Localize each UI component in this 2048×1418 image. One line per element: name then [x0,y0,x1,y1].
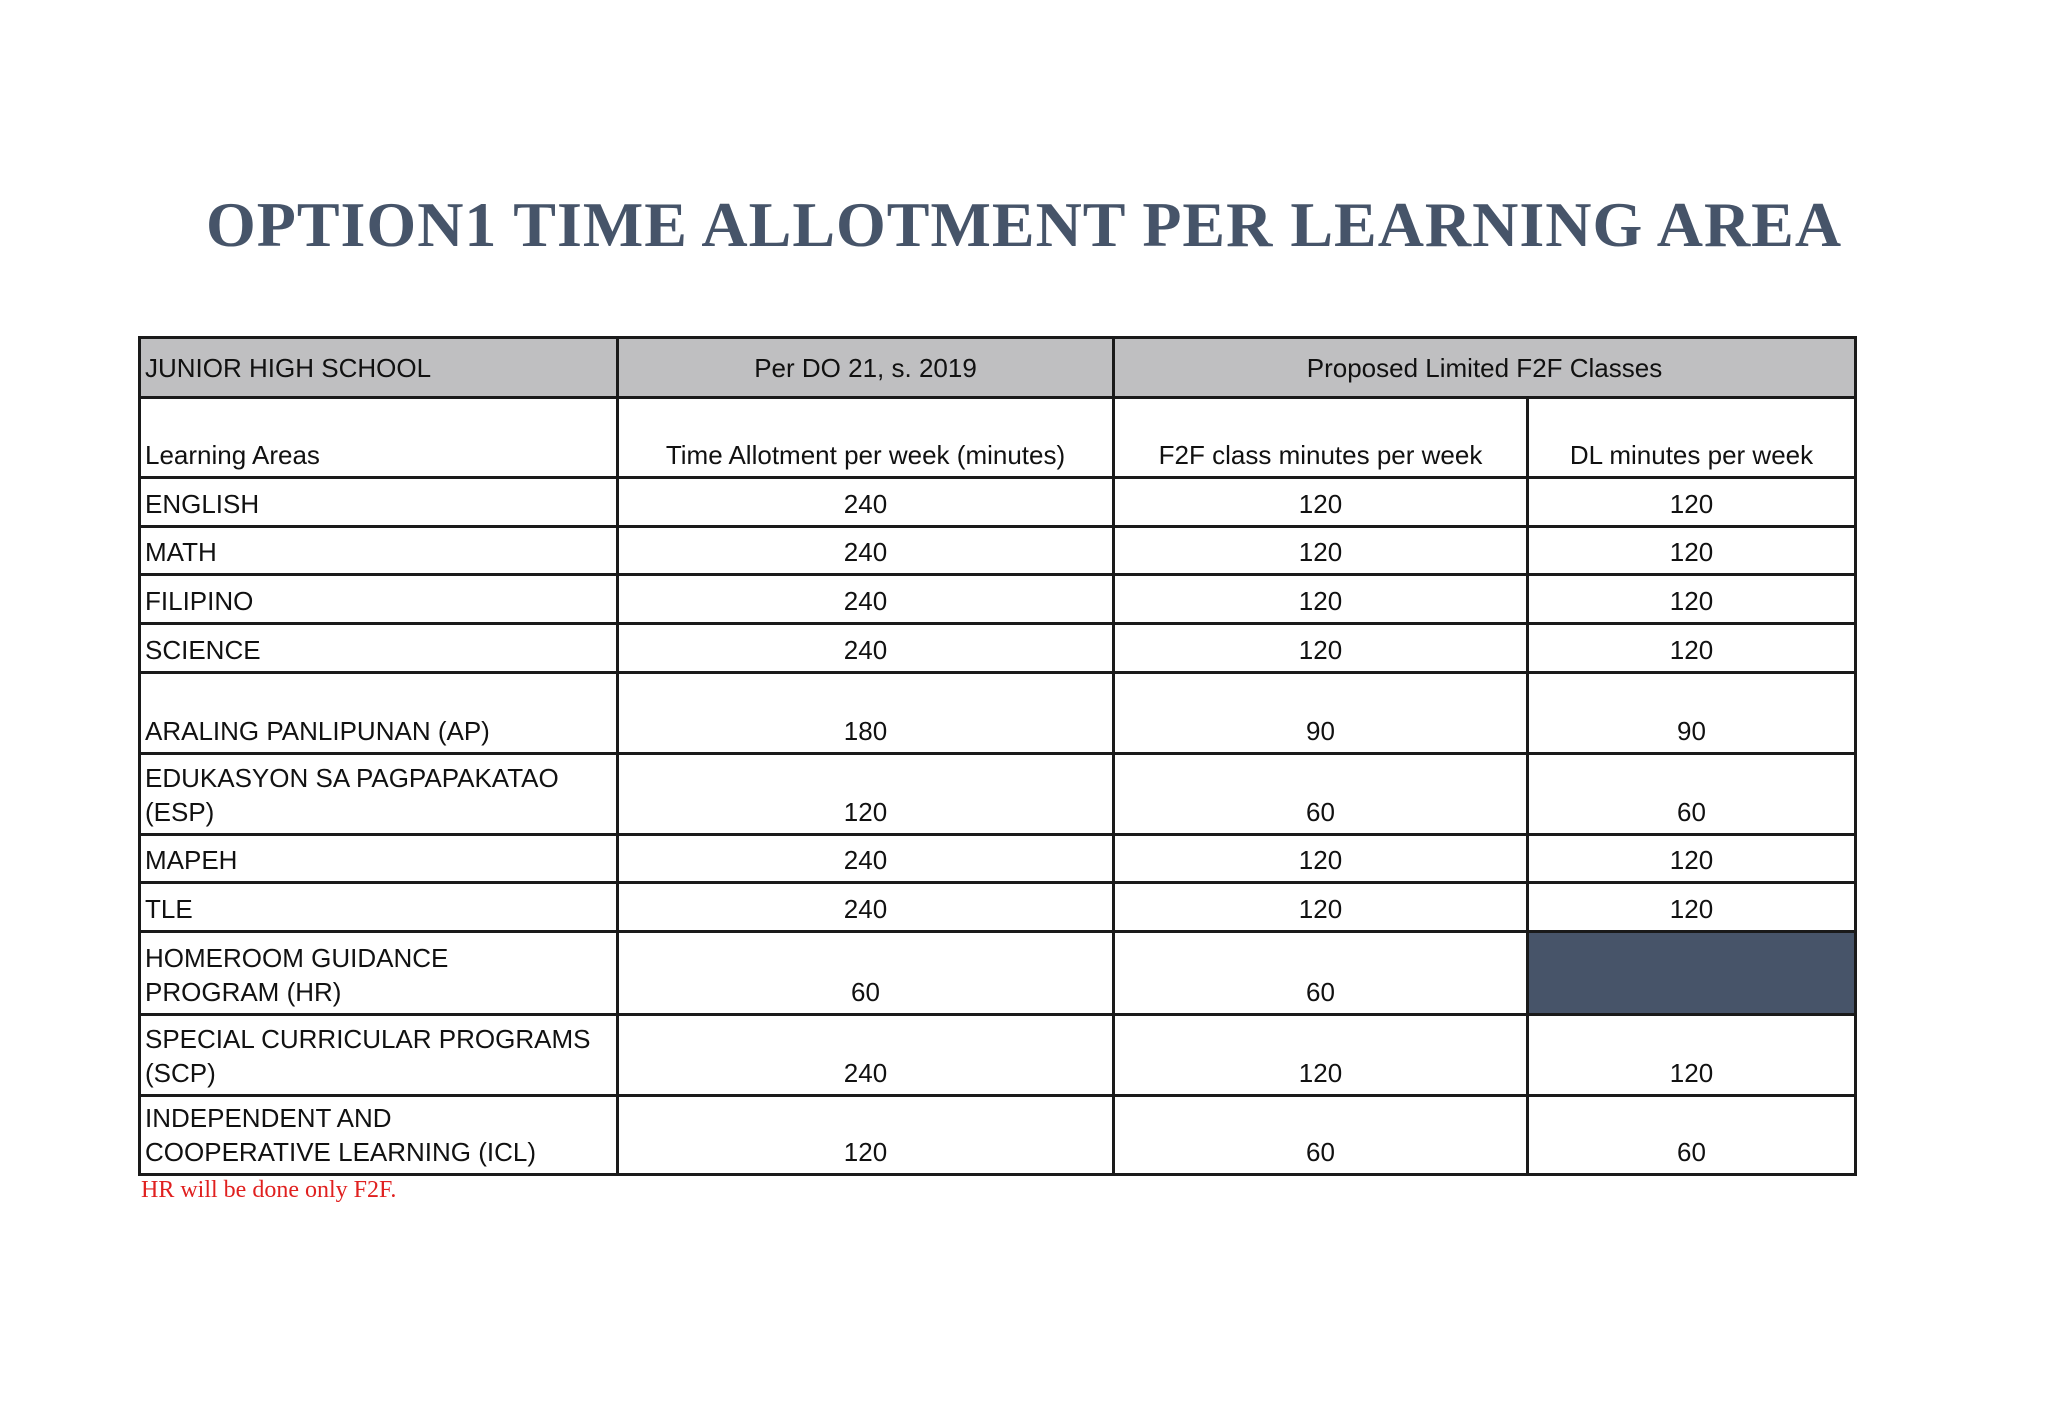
row-area: SCIENCE [145,635,261,665]
row-area: ENGLISH [145,489,260,519]
row-area: FILIPINO [145,586,254,616]
row-f2f: 60 [1306,797,1335,827]
row-allotment: 60 [851,977,880,1007]
row-area: MATH [145,537,217,567]
row-f2f: 60 [1306,977,1335,1007]
row-f2f: 120 [1298,1058,1343,1088]
row-dl [1529,933,1854,1013]
row-allotment: 120 [843,797,888,827]
header-school-level: JUNIOR HIGH SCHOOL [145,352,432,383]
row-allotment: 240 [843,1058,888,1088]
row-dl: 60 [1677,797,1706,827]
row-area: EDUKASYON SA PAGPAPAKATAO (ESP) [145,763,559,827]
row-area: TLE [145,894,193,924]
row-allotment: 240 [843,537,888,567]
page-title: OPTION1 TIME ALLOTMENT PER LEARNING AREA [205,189,1843,260]
row-dl: 60 [1677,1137,1706,1167]
column-header-dl: DL minutes per week [1569,440,1814,470]
row-dl: 120 [1669,537,1714,567]
row-dl: 120 [1669,845,1714,875]
row-area: ARALING PANLIPUNAN (AP) [145,716,490,746]
row-f2f: 120 [1298,489,1343,519]
row-dl: 120 [1669,894,1714,924]
row-dl: 120 [1669,635,1714,665]
header-policy: Per DO 21, s. 2019 [754,352,977,383]
column-header-f2f: F2F class minutes per week [1158,440,1483,470]
row-allotment: 240 [843,845,888,875]
column-header-allotment: Time Allotment per week (minutes) [665,440,1066,470]
row-dl: 120 [1669,586,1714,616]
row-f2f: 90 [1306,716,1335,746]
row-allotment: 240 [843,635,888,665]
header-proposal: Proposed Limited F2F Classes [1306,352,1663,383]
row-dl: 120 [1669,1058,1714,1088]
row-allotment: 240 [843,894,888,924]
row-allotment: 240 [843,586,888,616]
row-allotment: 240 [843,489,888,519]
row-dl: 90 [1677,716,1706,746]
row-area: INDEPENDENT AND COOPERATIVE LEARNING (ICL) [145,1103,537,1167]
row-f2f: 120 [1298,845,1343,875]
row-f2f: 120 [1298,586,1343,616]
row-area: SPECIAL CURRICULAR PROGRAMS (SCP) [145,1024,591,1088]
footnote: HR will be done only F2F. [141,1177,397,1203]
row-allotment: 180 [843,716,888,746]
row-area: MAPEH [145,845,238,875]
row-f2f: 120 [1298,635,1343,665]
row-dl: 120 [1669,489,1714,519]
row-f2f: 120 [1298,894,1343,924]
column-header-areas: Learning Areas [145,440,320,470]
row-allotment: 120 [843,1137,888,1167]
time-allotment-table [138,336,1857,1176]
row-area: HOMEROOM GUIDANCE PROGRAM (HR) [145,943,449,1007]
row-f2f: 120 [1298,537,1343,567]
row-f2f: 60 [1306,1137,1335,1167]
